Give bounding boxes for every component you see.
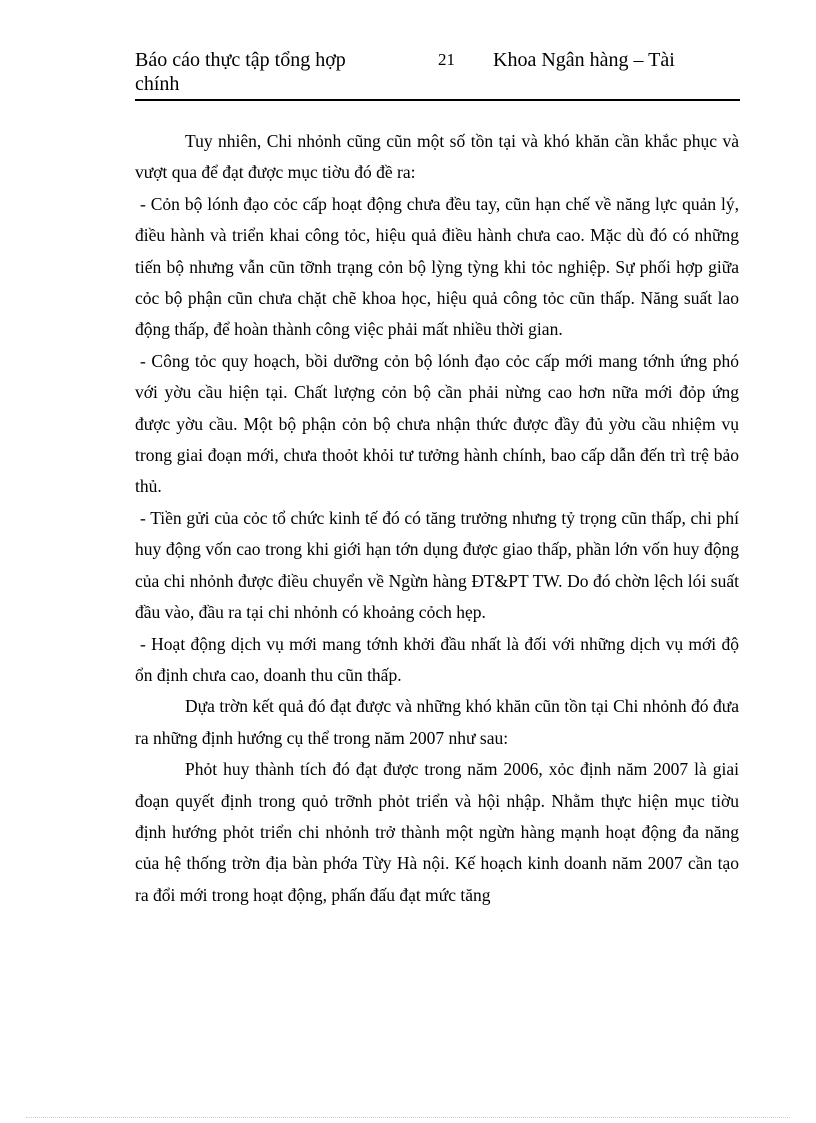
paragraph-bullet-planning: - Công tỏc quy hoạch, bồi dưỡng cỏn bộ lónh đạo cỏc cấp mới mang tớnh ứng phó với yờu cầu hiện tại. Chất lượng cỏn bộ cần phải nừng cao hơn nữa mới đỏp ứng được yờu cầu. Một bộ phận cỏn bộ chưa nhận thức được đầy đủ yờu cầu nhiệm vụ trong giai đoạn mới, chưa thoỏt khỏi tư tưởng hành chính, bao cấp dẫn đến trì trệ bảo thủ. (135, 350, 739, 497)
paragraph-bullet-services: - Hoạt động dịch vụ mới mang tớnh khởi đầu nhất là đối với những dịch vụ mới độ ổn định chưa cao, doanh thu cũn thấp. (135, 633, 739, 685)
paragraph-orientation: Dựa trờn kết quả đó đạt được và những khó khăn cũn tồn tại Chi nhỏnh đó đưa ra những định hướng cụ thể trong năm 2007 như sau: (135, 696, 739, 748)
paragraph-plan-2007: Phỏt huy thành tích đó đạt được trong năm 2006, xỏc định năm 2007 là giai đoạn quyết định trong quỏ trỡnh phỏt triển và hội nhập. Nhằm thực hiện mục tiờu định hướng phỏt triển chi nhỏnh trở thành một ngừn hàng mạnh hoạt động đa năng của hệ thống trờn địa bàn phớa Từy Hà nội. Kế hoạch kinh doanh năm 2007 cần tạo ra đổi mới trong hoạt động, phấn đấu đạt mức tăng (135, 759, 739, 905)
paragraph-intro: Tuy nhiên, Chi nhỏnh cũng cũn một số tồn tại và khó khăn cần khắc phục và vượt qua để đạt được mục tiờu đó đề ra: (135, 131, 739, 183)
footer-dotted-line (26, 1117, 790, 1118)
header-divider (135, 99, 740, 101)
body-text (135, 126, 739, 911)
page-header (135, 48, 740, 100)
page-number: 21 (438, 50, 455, 69)
header-report-title: Báo cáo thực tập tổng hợp chính (135, 49, 346, 95)
paragraph-bullet-leadership: - Cỏn bộ lónh đạo cỏc cấp hoạt động chưa đều tay, cũn hạn chế về năng lực quản lý, điều hành và triển khai công tỏc, hiệu quả điều hành chưa cao. Mặc dù đó có những tiến bộ nhưng vẫn cũn tỡnh trạng cỏn bộ lỳng tỳng khi tỏc nghiệp. Sự phối hợp giữa cỏc bộ phận cũn chưa chặt chẽ khoa học, hiệu quả công tỏc cũn thấp. Năng suất lao động thấp, để hoàn thành công việc phải mất nhiều thời gian. (135, 193, 739, 340)
header-faculty: Khoa Ngân hàng – Tài (493, 49, 675, 71)
paragraph-bullet-deposits: - Tiền gửi của cỏc tổ chức kinh tế đó có tăng trưởng nhưng tỷ trọng cũn thấp, chi phí huy động vốn cao trong khi giới hạn tớn dụng được giao thấp, phần lớn vốn huy động của chi nhỏnh được điều chuyển về Ngừn hàng ĐT&PT TW. Do đó chờn lệch lói suất đầu vào, đầu ra tại chi nhỏnh có khoảng cỏch hẹp. (135, 507, 739, 623)
